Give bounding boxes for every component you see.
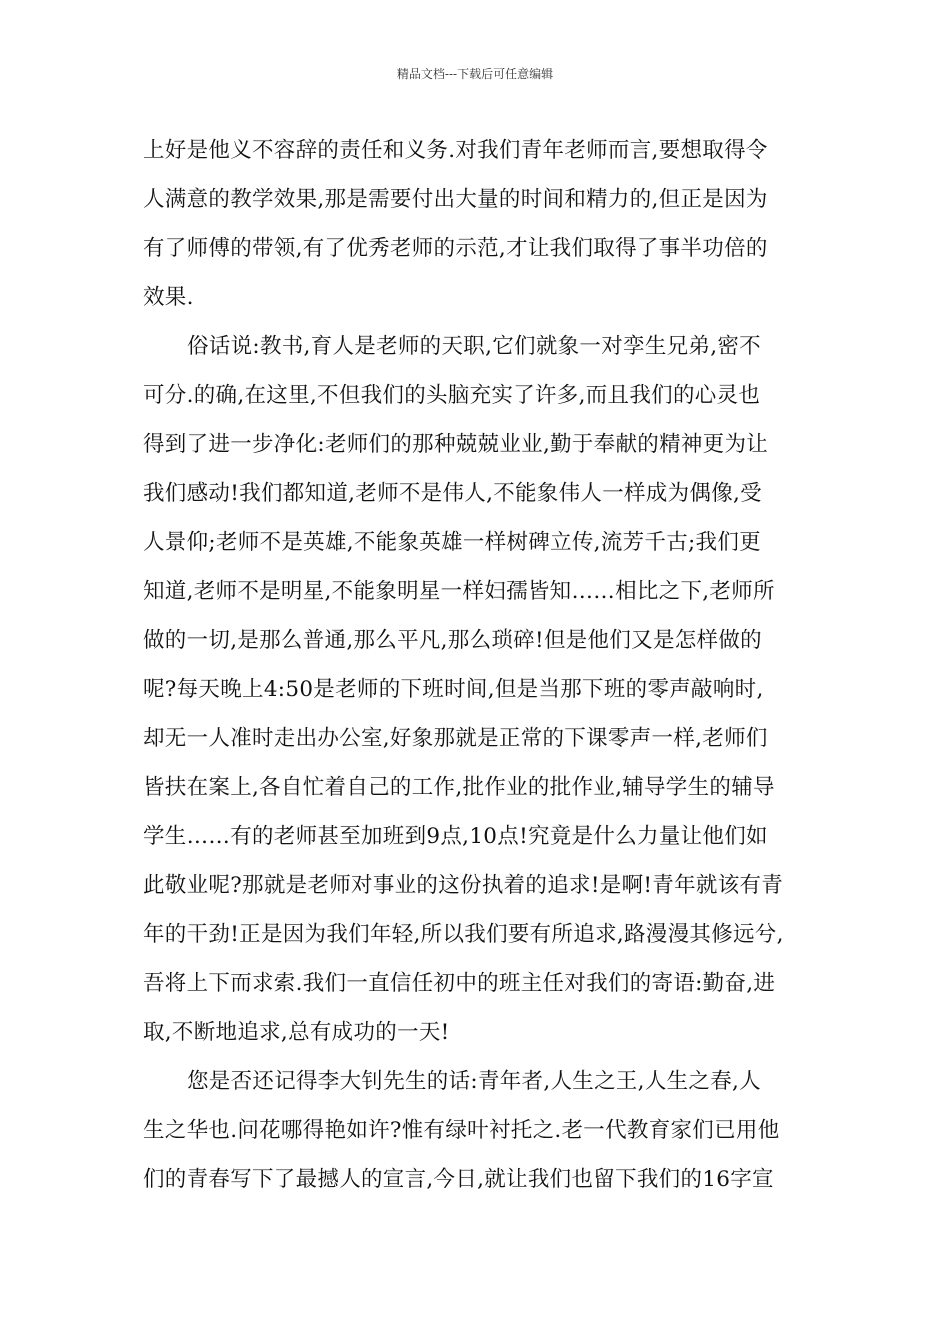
document-body [143,126,815,1204]
text-line: 俗话说:教书,育人是老师的天职,它们就象一对孪生兄弟,密不 [187,334,761,359]
text-line: 皆扶在案上,各自忙着自己的工作,批作业的批作业,辅导学生的辅导 [143,775,775,800]
text-line: 可分.的确,在这里,不但我们的头脑充实了许多,而且我们的心灵也 [143,383,761,408]
text-line: 学生……有的老师甚至加班到9点,10点!究竟是什么力量让他们如 [143,824,768,849]
text-line: 吾将上下而求索.我们一直信任初中的班主任对我们的寄语:勤奋,进 [143,971,776,996]
text-line: 有了师傅的带领,有了优秀老师的示范,才让我们取得了事半功倍的 [143,236,768,261]
text-line: 年的干劲!正是因为我们年轻,所以我们要有所追求,路漫漫其修远兮, [143,922,784,947]
text-line: 得到了进一步净化:老师们的那种兢兢业业,勤于奉献的精神更为让 [143,432,769,457]
text-line: 做的一切,是那么普通,那么平凡,那么琐碎!但是他们又是怎样做的 [143,628,762,653]
text-line: 取,不断地追求,总有成功的一天! [143,1020,450,1045]
paragraph [143,322,815,1057]
text-line: 此敬业呢?那就是老师对事业的这份执着的追求!是啊!青年就该有青 [143,873,784,898]
text-line: 上好是他义不容辞的责任和义务.对我们青年老师而言,要想取得令 [143,138,768,163]
text-line: 生之华也.问花哪得艳如许?惟有绿叶衬托之.老一代教育家们已用他 [143,1118,780,1143]
page-header: 精品文档---下载后可任意编辑 [396,67,554,81]
text-line: 知道,老师不是明星,不能象明星一样妇孺皆知……相比之下,老师所 [143,579,775,604]
text-line: 人满意的教学效果,那是需要付出大量的时间和精力的,但正是因为 [143,187,768,212]
text-line: 效果. [143,285,194,310]
text-line: 呢?每天晚上4:50是老师的下班时间,但是当那下班的零声敲响时, [143,677,764,702]
paragraph [143,1057,815,1204]
text-line: 却无一人准时走出办公室,好象那就是正常的下课零声一样,老师们 [143,726,768,751]
paragraph [143,126,815,322]
text-line: 我们感动!我们都知道,老师不是伟人,不能象伟人一样成为偶像,受 [143,481,762,506]
text-line: 人景仰;老师不是英雄,不能象英雄一样树碑立传,流芳千古;我们更 [143,530,761,555]
text-line: 们的青春写下了最撼人的宣言,今日,就让我们也留下我们的16字宣 [143,1167,774,1192]
text-line: 您是否还记得李大钊先生的话:青年者,人生之王,人生之春,人 [187,1069,761,1094]
